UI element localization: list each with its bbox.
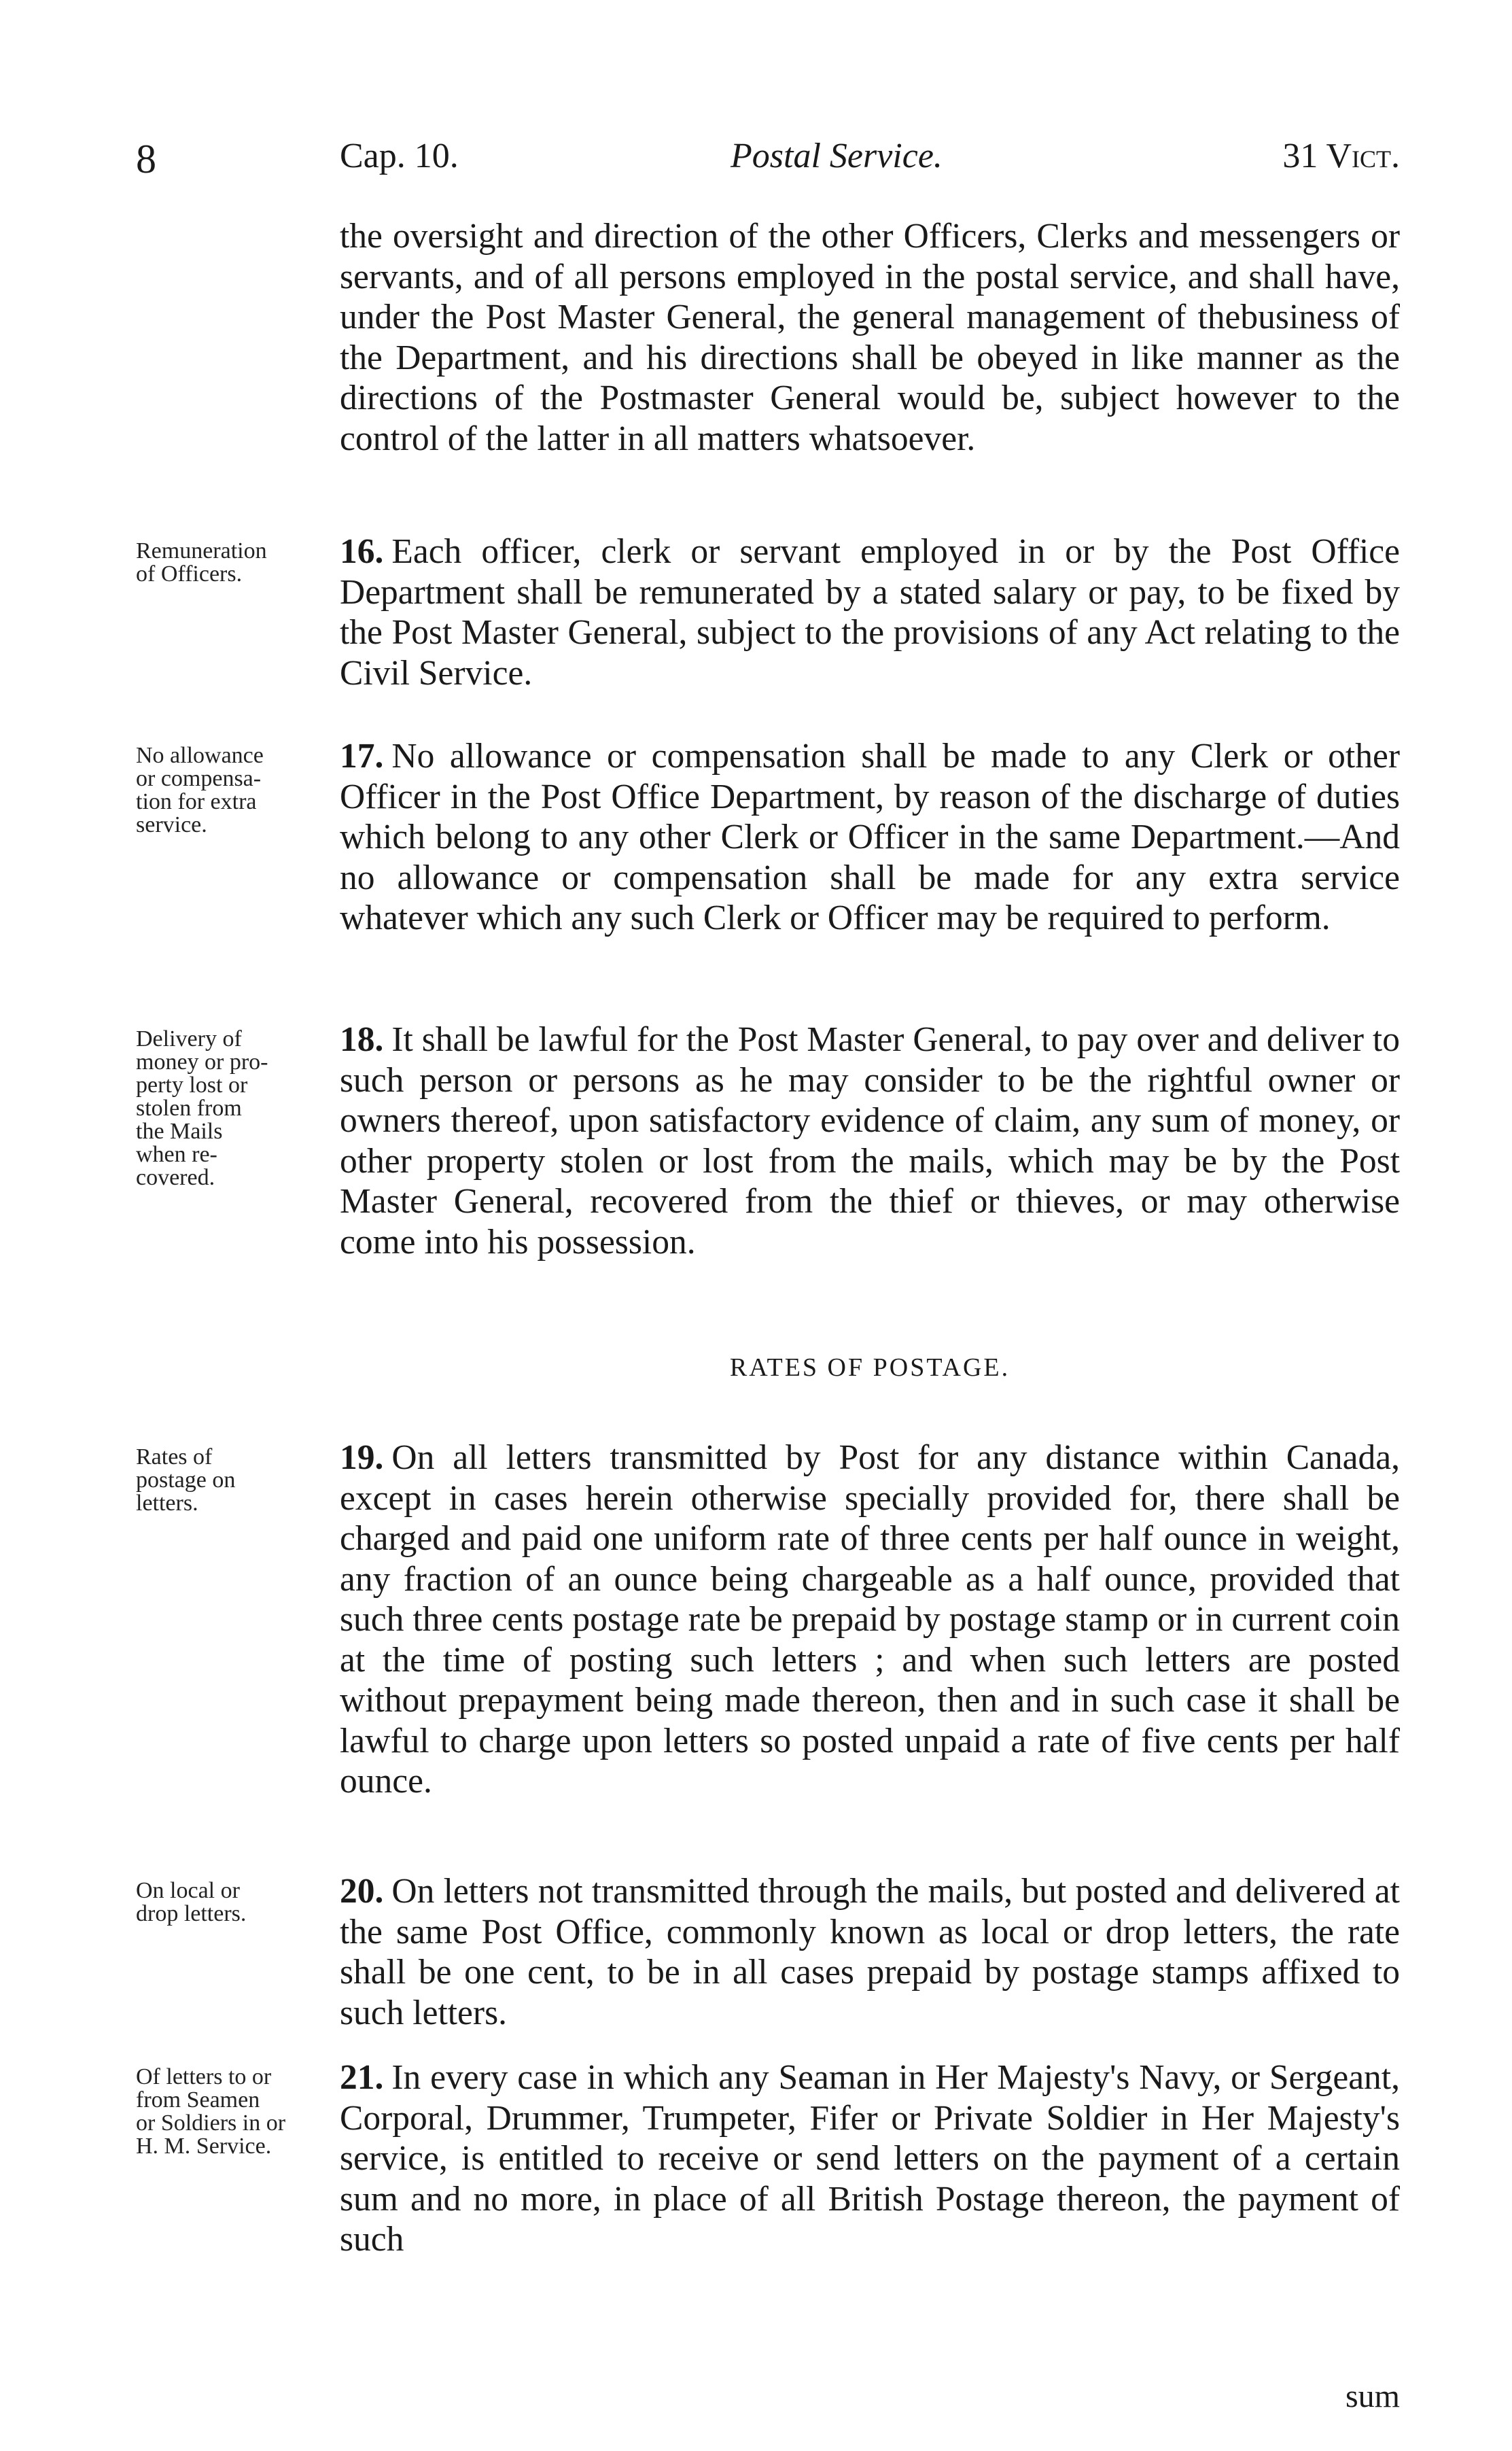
running-title: Postal Service. <box>731 137 943 175</box>
margin-note: Rates of postage on letters. <box>136 1444 236 1516</box>
section-body: On letters not transmitted through the mails, but posted and delivered at the same Post Office, commonly known as local or drop letters, the rate shall be one cent, to be in all cases prepaid by postage stamps affixed to such letters. <box>340 1872 1400 2032</box>
margin-note: No allowance or compensa- tion for extra service. <box>136 743 264 837</box>
section-number: 16. <box>340 532 384 571</box>
page-number: 8 <box>136 137 156 181</box>
margin-note: Delivery of money or pro- perty lost or stolen from the Mails when re- covered. <box>136 1026 268 1190</box>
section-text <box>340 736 1400 939</box>
section-text <box>340 1020 1400 1262</box>
section-body: On all letters transmitted by Post for any distance within Canada, except in cases herein otherwise specially provided for, there shall be charged and paid one uniform rate of three cents per half ounce in weight, any fraction of an ounce being chargeable as a half ounce, provided that such three cents postage rate be prepaid by postage stamp or in current coin at the time of posting such letters ; and when such letters are posted without prepayment being made thereon, then and in such case it shall be lawful to charge upon letters so posted unpaid a rate of five cents per half ounce. <box>340 1438 1400 1801</box>
section-heading: RATES OF POSTAGE. <box>729 1353 1010 1382</box>
paragraph-text: the oversight and direction of the other Officers, Clerks and messengers or servants, and of all persons employed in the postal service, and shall have, under the Post Master General, the general management of thebusiness of the Department, and his directions shall be obeyed in like manner as the directions of the Postmaster General would be, subject however to the control of the latter in all matters whatsoever. <box>340 217 1400 458</box>
margin-note: Of letters to or from Seamen or Soldiers in or H. M. Service. <box>136 2064 286 2159</box>
regnal-year: 31 Vict. <box>1282 137 1400 175</box>
section-number: 19. <box>340 1438 384 1477</box>
section-text <box>340 532 1400 693</box>
section-number: 20. <box>340 1872 384 1911</box>
section-number: 21. <box>340 2058 384 2097</box>
section-text <box>340 2057 1400 2260</box>
margin-note: Remuneration of Officers. <box>136 538 267 587</box>
section-body: In every case in which any Seaman in Her Majesty's Navy, or Sergeant, Corporal, Drummer, Trumpeter, Fifer or Private Soldier in Her Majesty's service, is entitled to receive or send letters on the payment of a certain sum and no more, in place of all British Postage thereon, the payment of such <box>340 2058 1400 2259</box>
section-text <box>340 1438 1400 1802</box>
chapter-label: Cap. 10. <box>340 137 459 175</box>
section-text <box>340 1871 1400 2033</box>
section-number: 17. <box>340 737 384 776</box>
running-head <box>136 136 1400 184</box>
margin-note: On local or drop letters. <box>136 1878 247 1926</box>
section-number: 18. <box>340 1020 384 1059</box>
catchword: sum <box>1345 2378 1400 2414</box>
section-body: Each officer, clerk or servant employed in or by the Post Office Department shall be remunerated by a stated salary or pay, to be fixed by the Post Master General, subject to the provisions of any Act relating to the Civil Service. <box>340 532 1400 693</box>
section-body: It shall be lawful for the Post Master General, to pay over and deliver to such person or persons as he may consider to be the rightful owner or owners thereof, upon satisfactory evidence of claim, any sum of money, or other property stolen or lost from the mails, which may be by the Post Master General, recovered from the thief or thieves, or may otherwise come into his possession. <box>340 1020 1400 1262</box>
section-body: No allowance or compensation shall be made to any Clerk or other Officer in the Post Office Department, by reason of the discharge of duties which belong to any other Clerk or Officer in the same Department.—And no allowance or compensation shall be made for any extra service whatever which any such Clerk or Officer may be required to perform. <box>340 737 1400 937</box>
